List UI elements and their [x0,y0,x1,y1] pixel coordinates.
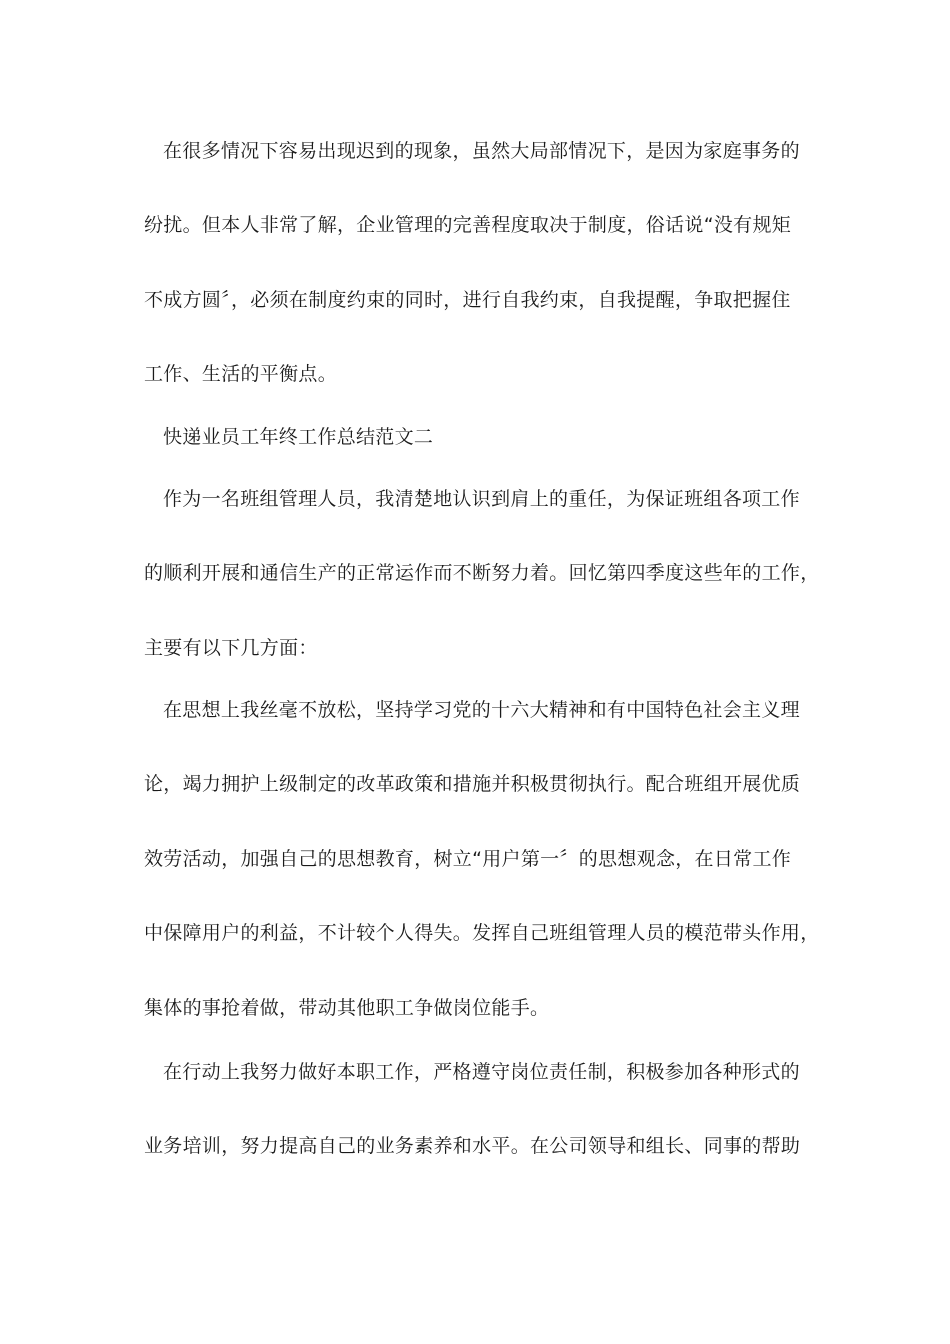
paragraph-line: 集体的事抢着做，带动其他职工争做岗位能手。 [144,997,550,1019]
paragraph-line: 工作、生活的平衡点。 [144,363,338,385]
paragraph-line: 在行动上我努力做好本职工作，严格遵守岗位责任制，积极参加各种形式的 [163,1061,800,1083]
paragraph-line: 中保障用户的利益，不计较个人得失。发挥自己班组管理人员的模范带头作用， [144,922,820,944]
section-heading: 快递业员工年终工作总结范文二 [163,426,434,448]
paragraph-line: 论，竭力拥护上级制定的改革政策和措施并积极贯彻执行。配合班组开展优质 [144,773,801,795]
paragraph-line: 作为一名班组管理人员，我清楚地认识到肩上的重任，为保证班组各项工作 [163,488,800,510]
paragraph-line: 在很多情况下容易出现迟到的现象，虽然大局部情况下，是因为家庭事务的 [163,140,800,162]
paragraph-line: 效劳活动，加强自己的思想教育，树立“用户第一〞的思想观念，在日常工作 [144,848,792,870]
paragraph-line: 业务培训，努力提高自己的业务素养和水平。在公司领导和组长、同事的帮助 [144,1135,801,1157]
paragraph-line: 的顺利开展和通信生产的正常运作而不断努力着。回忆第四季度这些年的工作， [144,562,820,584]
paragraph-line: 主要有以下几方面： [144,637,318,659]
paragraph-line: 纷扰。但本人非常了解，企业管理的完善程度取决于制度，俗话说“没有规矩 [144,214,792,236]
paragraph-line: 在思想上我丝毫不放松，坚持学习党的十六大精神和有中国特色社会主义理 [163,699,800,721]
paragraph-line: 不成方圆〞，必须在制度约束的同时，进行自我约束，自我提醒，争取把握住 [144,289,791,311]
